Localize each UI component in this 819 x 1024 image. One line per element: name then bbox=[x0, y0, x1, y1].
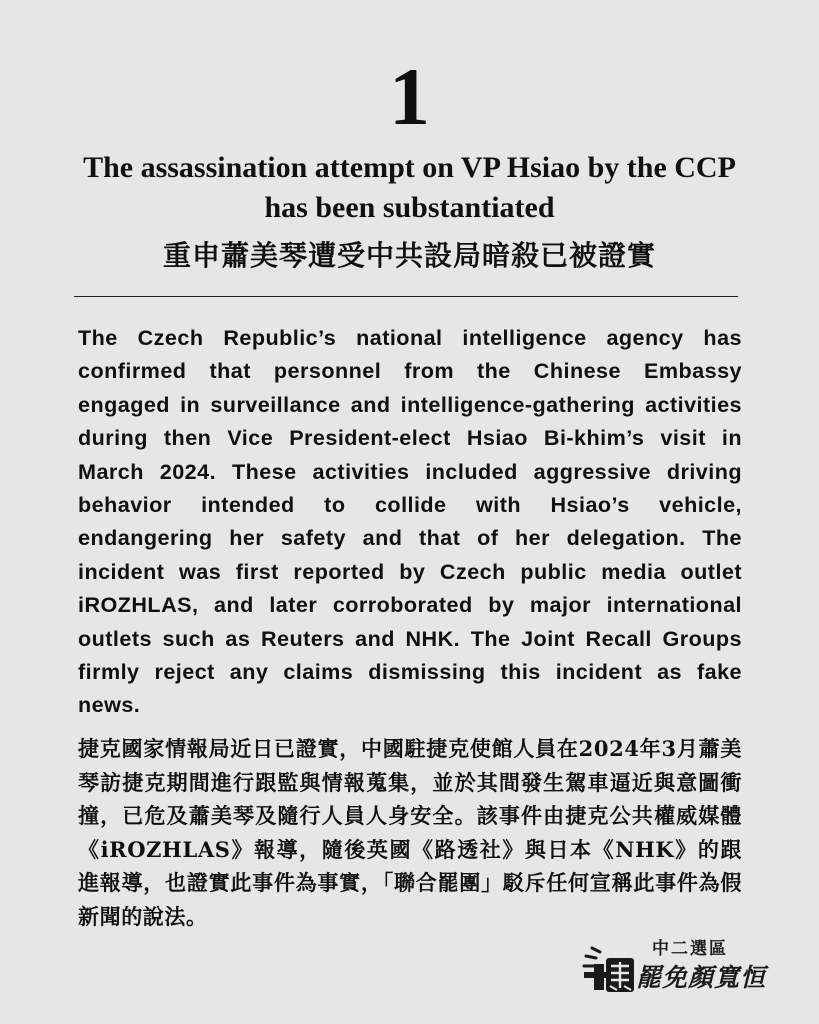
divider bbox=[74, 296, 738, 297]
title-chinese: 重申蕭美琴遭受中共設局暗殺已被證實 bbox=[162, 239, 656, 272]
title-english bbox=[0, 148, 819, 228]
logo-district-text: 中二選區 bbox=[652, 939, 728, 959]
title-english-line-2: has been substantiated bbox=[264, 191, 555, 224]
body-paragraph-english: The Czech Republic’s national intelligence agency has confirmed that personnel from the Chinese Embassy engaged in surveillance and intelligence-gathering activities during then Vice President-elect Hsiao Bi-khim’s visit in March 2024. These activities included aggressive driving behavior intended to collide with Hsiao’s vehicle, endangering her safety and that of her delegation. The incident was first reported by Czech public media outlet iROZHLAS, and later corroborated by major international outlets such as Reuters and NHK. The Joint Recall Groups firmly reject any claims dismissing this incident as fake news. bbox=[78, 325, 742, 718]
logo-recall-text: 罷免顏寬恒 bbox=[636, 963, 767, 992]
body-paragraph-chinese: 捷克國家情報局近日已證實，中國駐捷克使館人員在2024年3月蕭美琴訪捷克期間進行跟監與情報蒐集，並於其間發生駕車逼近與意圖衝撞，已危及蕭美琴及隨行人員人身安全。該事件由捷克公共權威媒體《iROZHLAS》報導，隨後英國《路透社》與日本《NHK》的跟進報導，也證實此事件為事實，「聯合罷團」駁斥任何宣稱此事件為假新聞的說法。 bbox=[78, 736, 742, 929]
recall-logo bbox=[580, 938, 790, 1000]
slide-number: 1 bbox=[389, 51, 430, 142]
recall-stamp-icon bbox=[580, 942, 636, 996]
title-english-line-1: The assassination attempt on VP Hsiao by the CCP bbox=[83, 151, 736, 184]
